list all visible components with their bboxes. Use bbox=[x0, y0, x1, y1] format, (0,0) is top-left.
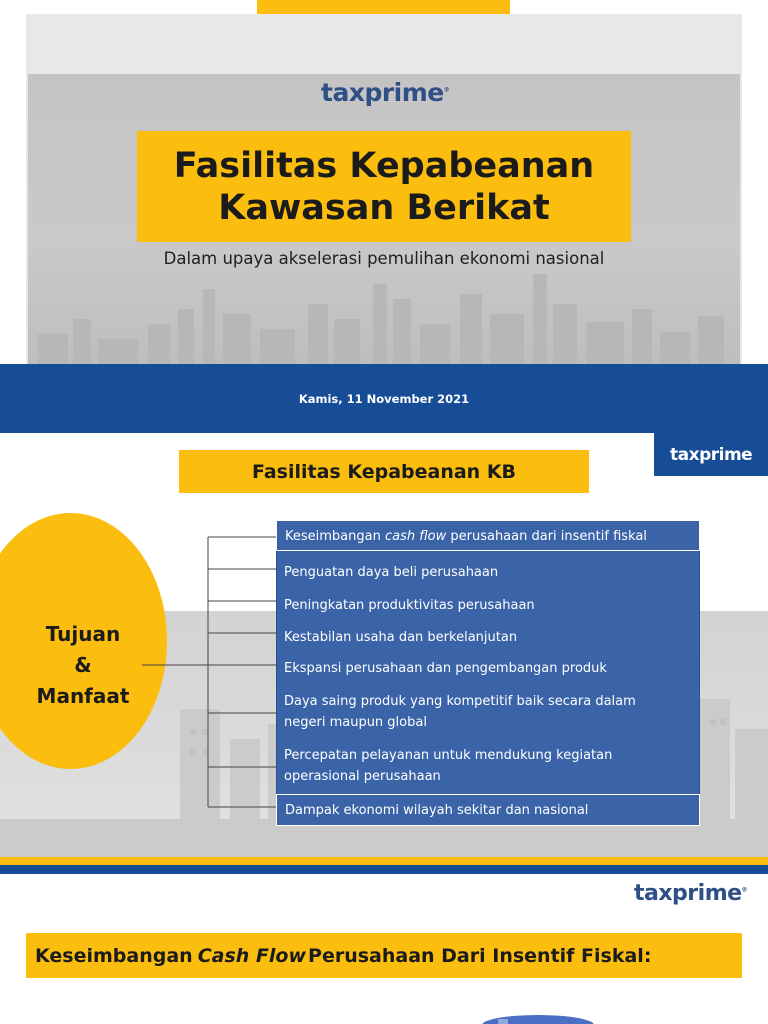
benefit-item-7: Percepatan pelayanan untuk mendukung kegiatan operasional perusahaan bbox=[284, 748, 613, 784]
benefit-item-1-pre: Keseimbangan bbox=[285, 529, 385, 544]
cashflow-header-post: Perusahaan Dari Insentif Fiskal: bbox=[308, 944, 652, 967]
slide-facilities bbox=[0, 433, 768, 869]
cashflow-illustration bbox=[478, 1013, 596, 1024]
benefit-item-6: Daya saing produk yang kompetitif baik secara dalam negeri maupun global bbox=[284, 694, 636, 730]
bracket-connector bbox=[0, 433, 280, 833]
taxprime-logo: taxprime® bbox=[634, 881, 748, 906]
cover-title-line2: Kawasan Berikat bbox=[218, 187, 550, 228]
cover-title-box bbox=[137, 131, 631, 242]
benefit-item-1 bbox=[276, 520, 700, 551]
benefit-item-4: Kestabilan usaha dan berkelanjutan bbox=[284, 630, 518, 645]
divider-yellow bbox=[0, 857, 768, 865]
benefit-item-1-post: perusahaan dari insentif fiskal bbox=[446, 529, 647, 544]
slide-cover bbox=[0, 0, 768, 476]
presentation-date: Kamis, 11 November 2021 bbox=[298, 392, 470, 406]
benefit-item-1-emphasis: cash flow bbox=[384, 529, 447, 544]
facilities-title: Fasilitas Kepabeanan KB bbox=[179, 450, 589, 493]
taxprime-logo: taxprime® bbox=[321, 78, 450, 107]
divider-blue bbox=[0, 865, 768, 874]
taxprime-logo bbox=[670, 445, 752, 465]
goals-label-line1: Tujuan bbox=[45, 622, 121, 646]
city-skyline-image bbox=[28, 264, 740, 374]
goals-label-line2: & bbox=[74, 653, 92, 677]
logo-text: taxprime bbox=[321, 78, 444, 107]
slide-cashflow bbox=[0, 857, 768, 1024]
cashflow-header bbox=[26, 933, 742, 978]
cover-subtitle: Dalam upaya akselerasi pemulihan ekonomi nasional bbox=[163, 249, 605, 268]
goals-label-line3: Manfaat bbox=[36, 684, 130, 708]
cover-title-line1: Fasilitas Kepabeanan bbox=[173, 145, 595, 186]
cashflow-header-emphasis: Cash Flow bbox=[197, 944, 307, 967]
benefit-item-8: Dampak ekonomi wilayah sekitar dan nasional bbox=[276, 794, 700, 826]
logo-text: taxprime bbox=[670, 445, 753, 465]
cashflow-header-pre: Keseimbangan bbox=[35, 944, 193, 967]
benefit-item-5: Ekspansi perusahaan dan pengembangan produk bbox=[284, 661, 607, 676]
benefit-item-2: Penguatan daya beli perusahaan bbox=[284, 565, 499, 580]
logo-text: taxprime bbox=[634, 881, 742, 906]
benefit-item-3: Peningkatan produktivitas perusahaan bbox=[284, 598, 535, 613]
